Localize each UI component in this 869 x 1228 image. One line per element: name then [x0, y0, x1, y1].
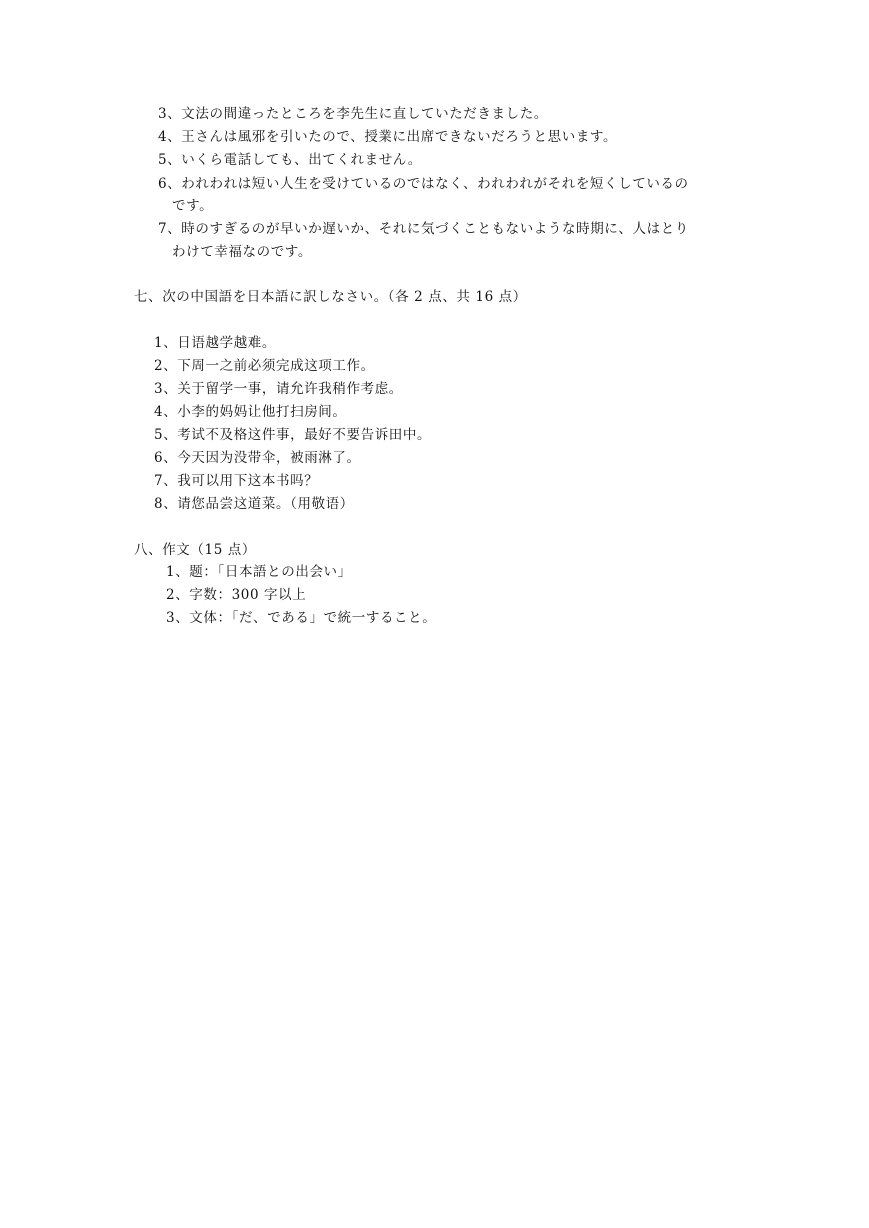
essay-item-3: 3、文体：「だ、である」で統一すること。 — [166, 610, 437, 626]
translation-item-7: 7、我可以用下这本书吗？ — [154, 473, 319, 489]
translation-item-2: 2、下周一之前必须完成这项工作。 — [154, 358, 375, 374]
essay-item-2: 2、字数：300 字以上 — [166, 587, 307, 603]
translation-item-5: 5、考试不及格这件事，最好不要告诉田中。 — [154, 427, 432, 443]
translation-item-4: 4、小李的妈妈让他打扫房间。 — [154, 404, 347, 420]
sentence-item-6: 6、われわれは短い人生を受けているのではなく、われわれがそれを短くしているの — [158, 176, 689, 192]
translation-item-1: 1、日语越学越难。 — [154, 335, 276, 351]
sentence-item-3: 3、文法の間違ったところを李先生に直していただきました。 — [158, 106, 548, 122]
essay-item-1: 1、题：「日本語との出会い」 — [166, 564, 352, 580]
sentence-item-7-continuation: わけて幸福なのです。 — [172, 244, 312, 260]
translation-item-8: 8、请您品尝这道菜。（用敬语） — [154, 496, 354, 512]
translation-item-3: 3、关于留学一事，请允许我稍作考虑。 — [154, 381, 403, 397]
sentence-item-5: 5、いくら電話しても、出てくれません。 — [158, 152, 422, 168]
section-7-heading: 七、次の中国語を日本語に訳しなさい。（各 2 点、共 16 点） — [134, 289, 527, 305]
sentence-item-4: 4、王さんは風邪を引いたので、授業に出席できないだろうと思います。 — [158, 129, 618, 145]
sentence-item-7: 7、時のすぎるのが早いか遅いか、それに気づくこともないような時期に、人はとり — [158, 221, 689, 237]
section-8-heading: 八、作文（15 点） — [134, 542, 256, 558]
translation-item-6: 6、今天因为没带伞，被雨淋了。 — [154, 450, 361, 466]
sentence-item-6-continuation: です。 — [172, 198, 214, 214]
